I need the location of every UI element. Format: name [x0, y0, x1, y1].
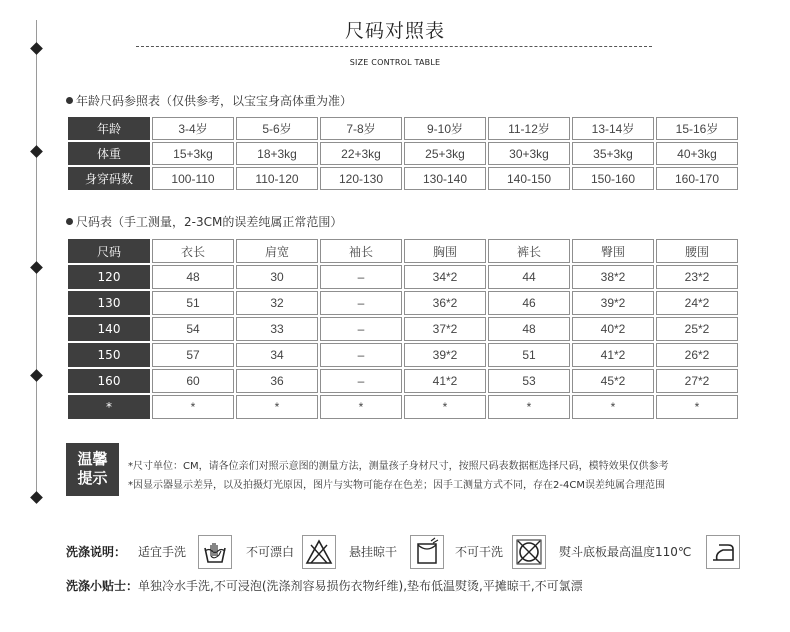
- column-header: 衣长: [152, 239, 234, 263]
- size-measure-table: [66, 237, 740, 421]
- size-label: 150: [68, 343, 150, 367]
- table-cell: 48: [488, 317, 570, 341]
- diamond-marker: [30, 145, 43, 158]
- hand-wash-icon: [198, 535, 232, 569]
- table-cell: 25*2: [656, 317, 738, 341]
- column-header: 袖长: [320, 239, 402, 263]
- table-cell: 150-160: [572, 167, 654, 190]
- table-cell: 37*2: [404, 317, 486, 341]
- table-cell: 24*2: [656, 291, 738, 315]
- table-cell: 33: [236, 317, 318, 341]
- table-cell: *: [404, 395, 486, 419]
- table-cell: 26*2: [656, 343, 738, 367]
- tips-badge-line: 提示: [77, 469, 108, 487]
- table-cell: 110-120: [236, 167, 318, 190]
- table-cell: 45*2: [572, 369, 654, 393]
- table-cell: 9-10岁: [404, 117, 486, 140]
- table-cell: 32: [236, 291, 318, 315]
- table-cell: 57: [152, 343, 234, 367]
- table-cell: 130-140: [404, 167, 486, 190]
- table-cell: 160-170: [656, 167, 738, 190]
- title-divider: [136, 46, 652, 47]
- table-cell: 5-6岁: [236, 117, 318, 140]
- table-row: [68, 142, 738, 165]
- table-cell: 15-16岁: [656, 117, 738, 140]
- table-cell: 34: [236, 343, 318, 367]
- size-table-heading-text: 尺码表（手工测量，2-3CM的误差纯属正常范围）: [76, 215, 343, 229]
- table-cell: 48: [152, 265, 234, 289]
- table-row: [68, 167, 738, 190]
- table-cell: –: [320, 291, 402, 315]
- table-row: [68, 291, 738, 315]
- tips-text: *尺寸单位：CM，请各位亲们对照示意图的测量方法，测量孩子身材尺寸，按照尺码表数据框选择尺码，模特效果仅供参考: [128, 461, 669, 472]
- wash-tips-label: 洗涤小贴士：: [66, 579, 139, 593]
- table-cell: *: [320, 395, 402, 419]
- hang-dry-icon: [410, 535, 444, 569]
- care-item-text: 适宜手洗: [138, 545, 187, 559]
- care-item-text: 熨斗底板最高温度110℃: [559, 545, 692, 559]
- table-cell: 38*2: [572, 265, 654, 289]
- table-cell: 39*2: [572, 291, 654, 315]
- table-cell: 22+3kg: [320, 142, 402, 165]
- table-row: [68, 343, 738, 367]
- column-header: 腰围: [656, 239, 738, 263]
- table-cell: 34*2: [404, 265, 486, 289]
- column-header: 尺码: [68, 239, 150, 263]
- table-cell: 13-14岁: [572, 117, 654, 140]
- table-cell: 40*2: [572, 317, 654, 341]
- diamond-marker: [30, 42, 43, 55]
- table-cell: *: [236, 395, 318, 419]
- column-header: 裤长: [488, 239, 570, 263]
- table-row: [68, 317, 738, 341]
- table-cell: 15+3kg: [152, 142, 234, 165]
- care-instructions: [66, 532, 746, 572]
- table-cell: 27*2: [656, 369, 738, 393]
- table-cell: 44: [488, 265, 570, 289]
- age-table-heading: [66, 92, 352, 109]
- diamond-marker: [30, 491, 43, 504]
- age-table-heading-text: 年龄尺码参照表（仅供参考，以宝宝身高体重为准）: [76, 94, 353, 108]
- care-item-text: 悬挂晾干: [349, 545, 398, 559]
- table-cell: *: [656, 395, 738, 419]
- table-cell: 23*2: [656, 265, 738, 289]
- table-cell: 41*2: [404, 369, 486, 393]
- table-cell: 36: [236, 369, 318, 393]
- bullet-icon: [66, 97, 73, 104]
- table-cell: 41*2: [572, 343, 654, 367]
- table-cell: 51: [488, 343, 570, 367]
- bullet-icon: [66, 218, 73, 225]
- table-cell: 54: [152, 317, 234, 341]
- table-cell: 25+3kg: [404, 142, 486, 165]
- column-header: 臀围: [572, 239, 654, 263]
- table-row: [68, 395, 738, 419]
- table-cell: *: [152, 395, 234, 419]
- table-cell: 51: [152, 291, 234, 315]
- table-row: [68, 369, 738, 393]
- table-cell: 140-150: [488, 167, 570, 190]
- table-row: [68, 117, 738, 140]
- table-cell: 11-12岁: [488, 117, 570, 140]
- no-bleach-icon: [302, 535, 336, 569]
- size-label: 160: [68, 369, 150, 393]
- table-cell: *: [488, 395, 570, 419]
- care-item-text: 不可干洗: [455, 545, 504, 559]
- no-dry-clean-icon: [512, 535, 546, 569]
- care-label: 洗涤说明：: [66, 545, 127, 559]
- wash-tips-text: 单独冷水手洗,不可浸泡(洗涤剂容易损伤衣物纤维),垫布低温熨烫,平摊晾干,不可氯漂: [138, 579, 583, 593]
- row-label: 体重: [68, 142, 150, 165]
- table-header-row: [68, 239, 738, 263]
- row-label: 年龄: [68, 117, 150, 140]
- care-item-text: 不可漂白: [246, 545, 295, 559]
- tips-text: *因显示器显示差异，以及拍摄灯光原因，图片与实物可能存在色差；因手工测量方式不同，存在2-4CM误差纯属合理范围: [128, 480, 665, 491]
- size-label: 140: [68, 317, 150, 341]
- table-cell: 120-130: [320, 167, 402, 190]
- tips-badge: [66, 443, 119, 496]
- size-label: *: [68, 395, 150, 419]
- row-label: 身穿码数: [68, 167, 150, 190]
- size-label: 120: [68, 265, 150, 289]
- page-title: 尺码对照表: [344, 20, 445, 42]
- table-cell: –: [320, 317, 402, 341]
- table-cell: 60: [152, 369, 234, 393]
- age-size-table: [66, 115, 740, 192]
- table-cell: 7-8岁: [320, 117, 402, 140]
- table-cell: 40+3kg: [656, 142, 738, 165]
- table-cell: –: [320, 265, 402, 289]
- diamond-marker: [30, 369, 43, 382]
- column-header: 胸围: [404, 239, 486, 263]
- table-cell: 46: [488, 291, 570, 315]
- size-table-heading: [66, 213, 342, 230]
- table-cell: 3-4岁: [152, 117, 234, 140]
- table-cell: *: [572, 395, 654, 419]
- tips-badge-line: 温馨: [77, 450, 108, 468]
- table-cell: 30+3kg: [488, 142, 570, 165]
- table-cell: 36*2: [404, 291, 486, 315]
- table-cell: 100-110: [152, 167, 234, 190]
- table-cell: 39*2: [404, 343, 486, 367]
- table-cell: 30: [236, 265, 318, 289]
- table-cell: 35+3kg: [572, 142, 654, 165]
- wash-tips: [66, 577, 583, 594]
- page-subtitle: SIZE CONTROL TABLE: [349, 58, 441, 67]
- diamond-marker: [30, 261, 43, 274]
- size-label: 130: [68, 291, 150, 315]
- table-cell: 18+3kg: [236, 142, 318, 165]
- table-row: [68, 265, 738, 289]
- table-cell: 53: [488, 369, 570, 393]
- iron-icon: [706, 535, 740, 569]
- table-cell: –: [320, 343, 402, 367]
- table-cell: –: [320, 369, 402, 393]
- column-header: 肩宽: [236, 239, 318, 263]
